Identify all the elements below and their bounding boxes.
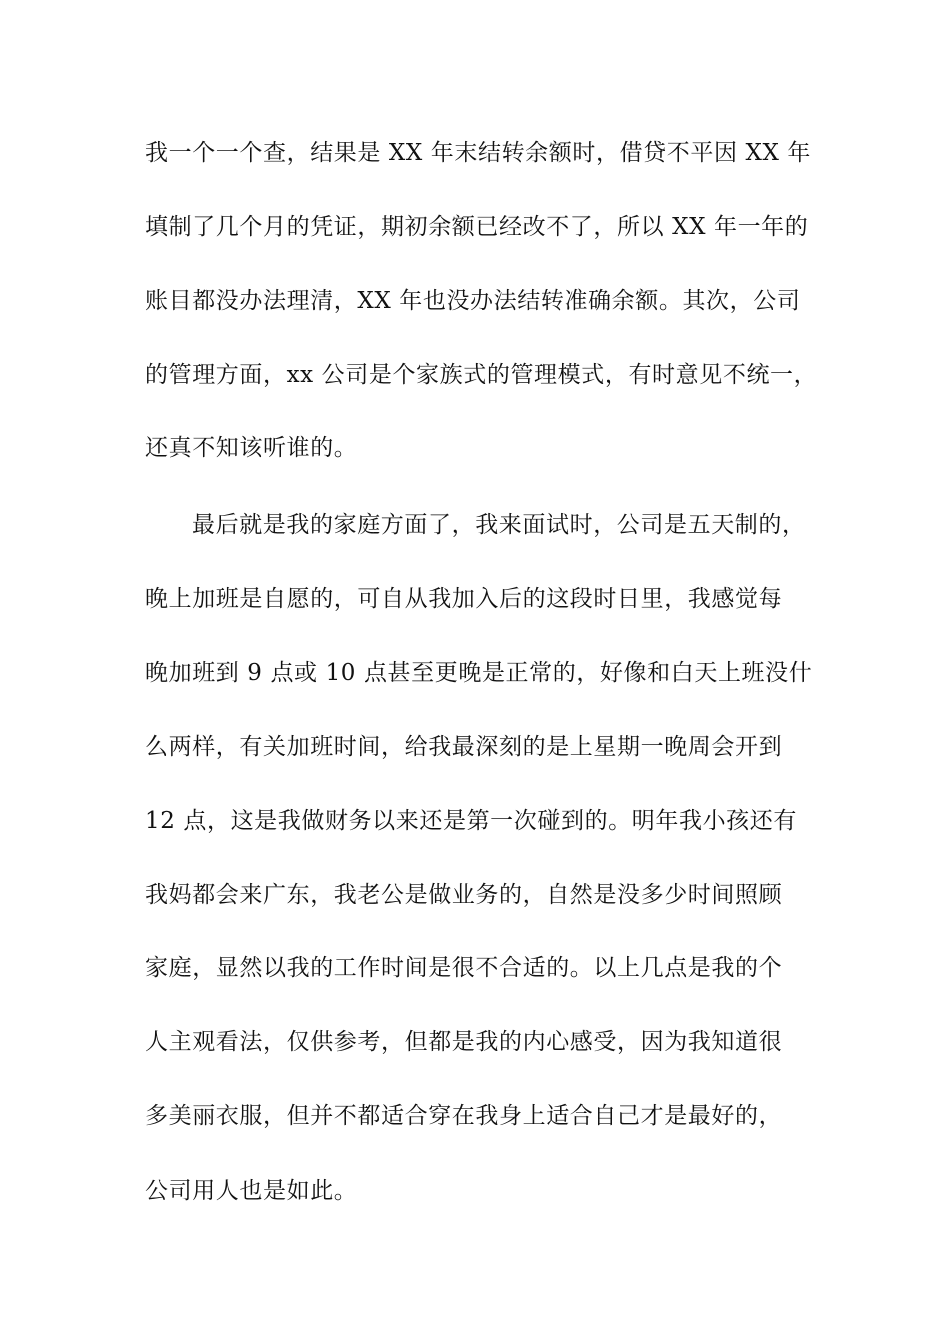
paragraph-line: 填制了几个月的凭证，期初余额已经改不了，所以 XX 年一年的	[145, 214, 809, 240]
paragraph-line: 我妈都会来广东，我老公是做业务的，自然是没多少时间照顾	[145, 882, 783, 908]
paragraph-line: 人主观看法，仅供参考，但都是我的内心感受，因为我知道很	[145, 1029, 783, 1055]
paragraph-line: 公司用人也是如此。	[145, 1178, 358, 1204]
paragraph-line: 晚上加班是自愿的，可自从我加入后的这段时日里，我感觉每	[145, 586, 783, 612]
paragraph-line: 我一个一个查，结果是 XX 年末结转余额时，借贷不平因 XX 年	[145, 140, 811, 166]
paragraph-line: 多美丽衣服，但并不都适合穿在我身上适合自己才是最好的，	[145, 1103, 783, 1129]
paragraph-line: 还真不知该听谁的。	[145, 435, 358, 461]
paragraph-line: 账目都没办法理清，XX 年也没办法结转准确余额。其次，公司	[145, 288, 801, 314]
paragraph-line: 晚加班到 9 点或 10 点甚至更晚是正常的，好像和白天上班没什	[145, 660, 813, 686]
paragraph-line: 家庭，显然以我的工作时间是很不合适的。以上几点是我的个	[145, 955, 783, 981]
paragraph-line: 12 点，这是我做财务以来还是第一次碰到的。明年我小孩还有	[145, 808, 797, 834]
paragraph-line: 最后就是我的家庭方面了，我来面试时，公司是五天制的，	[192, 512, 806, 538]
paragraph-line: 的管理方面，xx 公司是个家族式的管理模式，有时意见不统一，	[145, 362, 818, 388]
paragraph-line: 么两样，有关加班时间，给我最深刻的是上星期一晚周会开到	[145, 734, 783, 760]
